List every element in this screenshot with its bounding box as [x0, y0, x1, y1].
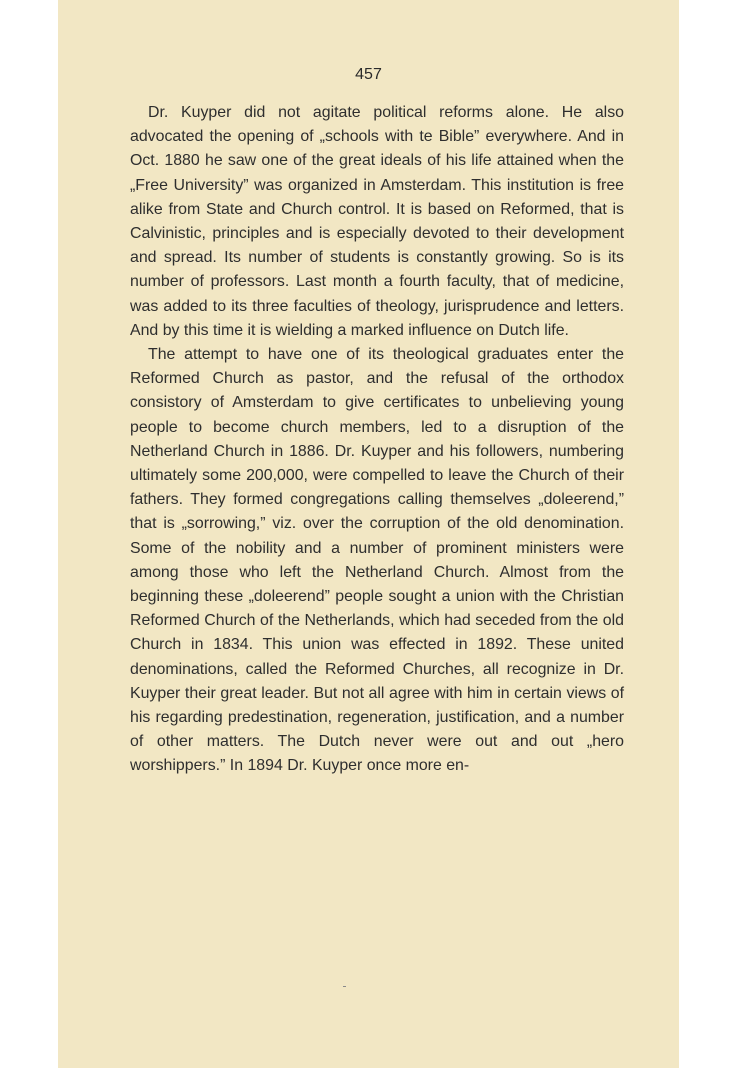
body-text — [130, 101, 624, 779]
page-speck — [343, 986, 346, 987]
book-page — [58, 0, 679, 1068]
paragraph: The attempt to have one of its theological graduates enter the Reformed Church as pastor, and the refusal of the orthodox consistory of Amsterdam to give certificates to unbelieving young people to become church members, led to a disruption of the Netherland Church in 1886. Dr. Kuyper and his followers, numbering ultimately some 200,000, were compelled to leave the Church of their fathers. They formed congregations calling themselves „doleerend,” that is „sorrowing,” viz. over the corruption of the old denomination. Some of the nobility and a number of prominent ministers were among those who left the Netherland Church. Almost from the beginning these „doleerend” people sought a union with the Christian Reformed Church of the Netherlands, which had seceded from the old Church in 1834. This union was effected in 1892. These united denominations, called the Reformed Churches, all recognize in Dr. Kuyper their great leader. But not all agree with him in certain views of his regarding predestination, regeneration, justification, and a number of other matters. The Dutch never were out and out „hero worshippers.” In 1894 Dr. Kuyper once more en- — [130, 346, 624, 775]
page-number: 457 — [355, 66, 382, 83]
paragraph: Dr. Kuyper did not agitate political reforms alone. He also advocated the opening of „schools with te Bible” everywhere. And in Oct. 1880 he saw one of the great ideals of his life attained when the „Free University” was organized in Amsterdam. This institution is free alike from State and Church control. It is based on Reformed, that is Calvinistic, principles and is especially devoted to their development and spread. Its number of students is constantly growing. So is its number of professors. Last month a fourth faculty, that of medicine, was added to its three faculties of theology, jurisprudence and letters. And by this time it is wielding a marked influence on Dutch life. — [130, 104, 624, 339]
